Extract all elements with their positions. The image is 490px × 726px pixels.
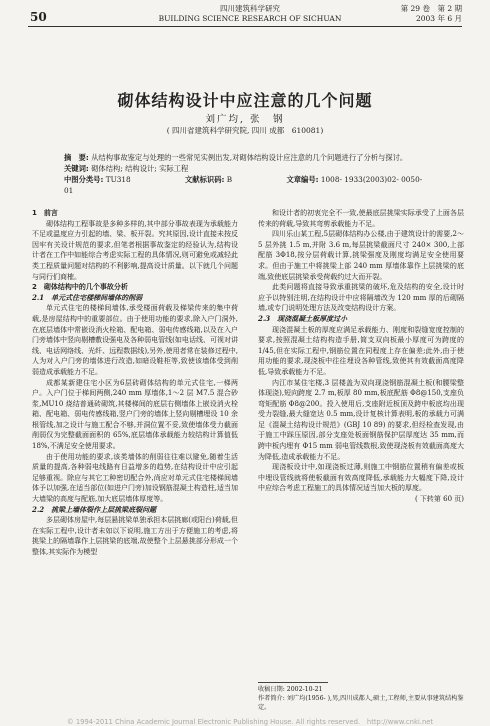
keywords — [64, 163, 434, 174]
abstract-text: 从结构事故鉴定与处理的一些常见实例出发,对砌体结构设计应注意的几个问题进行了分析与探讨。 — [91, 153, 408, 162]
paragraph: 现浇板设计中,如现浇板过薄,则施工中钢筋位置稍有偏差或板中埋设管线就将使板截面有效高度降低,承载能力大幅度下降,设计中应综合考虑工程施工的具体情况适当加大板的厚度。 — [258, 463, 464, 493]
paragraph: 内江市某住宅楼,3 层楼盖为双向现浇钢筋混凝土板(和腰梁整体现浇),短向跨度 2.7 m,板厚 80 mm,板底配筋 Φ8@150,支座负弯矩配筋 Φ8@200。投入使用后,支座附近板顶及跨中板底均出现受力裂缝,最大缝宽达 0.5 mm,设计复核计算表明,板的承载力可满足《混凝土结构设计规范》(GBJ 10 89) 的要求,但经检查发现,由于施工中踩压原因,部分支座处板面钢筋保护层厚度达 35 mm,而跨中板内埋有 Φ15 mm 弱电管线数根,致使现浇板有效截面高度大为降低,造成承载能力不足。 — [258, 378, 464, 461]
subsection-heading: 2.1 单元式住宅楼梯间墙体的削弱 — [32, 292, 143, 302]
running-header — [0, 0, 490, 30]
issue-info — [401, 4, 462, 24]
clc-label: 中图分类号: — [64, 175, 104, 184]
paragraph: 多层砌体房屋中,每层悬挑梁单独承担本层挑廊(或阳台)荷载,但在实际工程中,设计者未如以下说明,施工方出于方便施工的考虑,将挑梁上的隔墙靠作上层挑梁的底端,故使整个上层悬挑部分形成一个整体,其实际作为模型 — [32, 516, 238, 556]
article-authors: 刘广均, 张 钢 — [205, 114, 285, 125]
article-title: 砌体结构设计中应注意的几个问题 — [117, 91, 373, 110]
section-heading: 2 砌体结构中的几个事故分析 — [32, 283, 128, 292]
author-affiliation: ( 四川省建筑科学研究院, 四川 成都 610081) — [166, 126, 324, 135]
doc-code-value: B — [226, 175, 233, 184]
article-no-value: 1008- 1933(2003)02- 0050- 01 — [64, 175, 423, 195]
received-date: 收稿日期: 2002-10-21 — [258, 686, 323, 693]
journal-name-en: BUILDING SCIENCE RESEARCH OF SICHUAN — [158, 14, 342, 23]
clc-value: TU318 — [105, 175, 131, 184]
article-no-label: 文章编号: — [286, 175, 319, 184]
abstract — [64, 152, 434, 163]
paragraph: 和设计者的初衷完全不一致,使最底层挑梁实际承受了上面各层传来的荷载,导致其弯剪承载能力不足。 — [258, 209, 464, 228]
abstract-label: 摘 要: — [64, 153, 89, 162]
paragraph: 此类问题将直接导致承重挑梁的破坏,危及结构的安全,设计时应予以特别注明,在结构设计中应将隔墙改为 120 mm 厚的后砌隔墙,或专门说明处理方法及改变结构设计方案。 — [258, 283, 464, 313]
journal-name-cn: 四川建筑科学研究 — [220, 4, 280, 13]
doc-code — [185, 175, 258, 184]
article-meta — [64, 152, 434, 196]
subsection-heading: 2.2 挑梁上墙体裂作上层挑梁底裂问题 — [32, 504, 157, 514]
issue-date: 2003 年 6 月 — [415, 14, 462, 23]
footnote — [258, 682, 464, 712]
paragraph: 四川乐山某工程,5层砌体结构办公楼,由于建筑设计的需要,2～5 层外挑 1.5 m,并附 3.6 m,每层挑梁截面尺寸 240× 300,上部配筋 3Φ18,按分层荷载计算,挑梁强度及刚度均满足安全使用要求。但由于施工中将挑梁上部 240 mm 厚墙体靠作上层挑梁的底端,致使底层挑梁承受荷载约过大而开裂。 — [258, 230, 464, 281]
paragraph: 成都某新建住宅小区为6层砖砌体结构的单元式住宅,一梯两户。入户门位于梯间两侧,240 mm 厚墙体,1～2 层 M7.5 混合砂浆,MU10 烧结普通砖砌筑,其楼梯间的底层右侧墙体上嵌设消火栓箱、配电箱、弱电传感线箱,竖户门旁的墙体上竖向剔槽埋设 10 余根管线,加之设计与施工配合不够,并洞位置不妥,致使墙体受力截面削弱仅为完整截面面积的 65%,底层墙体承载能力较结构计算值低 18%,不满足安全使用要求。 — [32, 378, 238, 451]
paragraph: 现浇混凝土板的厚度应满足承载能力、刚度和裂缝宽度控制的要求,按照混凝土结构构造手册,简支双向板最小厚度可为跨度的 1/45,但在实际工程中,钢筋位置在同程度上存在偏差;此外,由于使用功能的要求,现浇板中往往埋设各种管线,致使其有效截面高度降低,导致承载能力不足。 — [258, 325, 464, 376]
paragraph: 砌体结构工程事故是多种多样的,其中部分事故表现为承载能力不足或温度应力引起的墙、梁、板开裂。究其原因,设计直接未按反因牢有关设计规范的要求,但笔者根据事故鉴定的经验认为,结构设计者在工作中如能综合考虑实际工程的具体情况,则可避免或减轻此类工程质量问题对结构的不利影响,提高设计质量。以下就几个问题与同行们商榷。 — [32, 219, 238, 281]
doc-code-label: 文献标识码: — [185, 175, 225, 184]
paragraph: 由于使用功能的要求,该类墙体的削弱往往难以避免,随着生活质量的提高,各种弱电线路有日益增多的趋势,在结构设计中应引起足够重视。除应与其它工种密切配合外,尚应对单元式住宅楼梯间墙体予以加强,在适当部位(如进户门旁)加设钢筋混凝土构造柱,适当加大墙梁的高度与配筋,加大底层墙体厚度等。 — [32, 452, 238, 504]
subsection-heading: 2.3 现浇混凝土板厚度过小 — [258, 313, 348, 323]
watermark: © 1994-2011 China Academic Journal Electronic Publishing House. All rights reserved. http://www.cnki.net — [66, 718, 434, 726]
page-number: 50 — [30, 10, 47, 24]
continuation-note: ( 下转第 60 页) — [414, 495, 464, 504]
clc — [64, 175, 157, 184]
section-heading: 1 前言 — [32, 209, 58, 217]
footnote-rule — [258, 682, 328, 683]
journal-name — [120, 4, 380, 24]
keywords-label: 关键词: — [64, 164, 89, 173]
right-column — [258, 208, 464, 505]
classification-row — [64, 174, 434, 196]
volume-issue: 第 29 卷 第 2 期 — [400, 4, 462, 13]
keywords-text: 砌体结构; 结构设计; 实际工程 — [91, 164, 189, 173]
left-column — [32, 208, 238, 558]
paragraph: 单元式住宅的楼梯间墙体,承受楼面荷载及梯梁传来的集中荷载,是房屋结构中的重要部位。由于使用功能的要求,除入户门洞外,在底层墙体中常嵌设消火栓箱、配电箱、弱电传感线箱,以及在入户门旁墙体中竖向剔槽敷设强电及各种弱电管线(如电话线、可视对讲线、电话网络线、光纤、远程数据线),另外,使用者常在装修过程中,人为对入户门旁的墙体进行改造,如暗设鞋柜等,致使该墙体受到削弱造成承载能力不足。 — [32, 304, 238, 376]
header-rule — [28, 26, 462, 27]
author-bio: 作者简介: 刘广均(1956- ),男,四川成都人,硕士,工程师,主要从事建筑结构鉴定。 — [258, 695, 464, 711]
